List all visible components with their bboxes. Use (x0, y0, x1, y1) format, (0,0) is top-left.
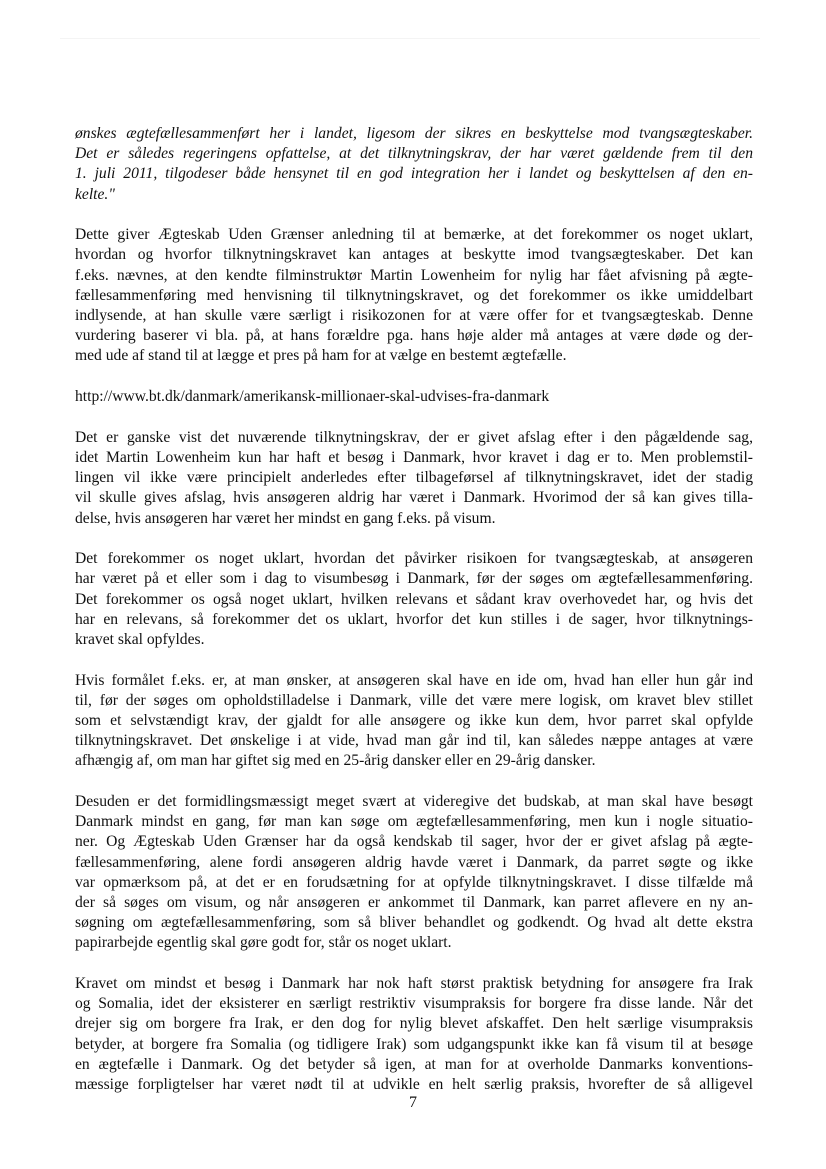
quote-line: 1. juli 2011, tilgodeser både hensynet til en god integration her i landet og beskyttelsen af den en- (75, 165, 753, 183)
paragraph-line: fællesammenføring med henvisning til tilknytningskravet, og det forekommer os ikke umiddelbart (75, 286, 753, 304)
paragraph-purpose (75, 671, 753, 772)
paragraph-line: mæssige forpligtelser har været nødt til at udvikle en helt særlig praksis, hvorefter de så alligevel (75, 1076, 753, 1093)
paragraph-line: drejer sig om borgere fra Irak, er den dog for nylig blevet afskaffet. Den helt særlige visumpraksis (75, 1015, 753, 1033)
paragraph-risk (75, 549, 753, 650)
paragraph-line: som et selvstændigt krav, der gjaldt for alle ansøgere og ikke kun dem, hvor parret skal opfylde (75, 712, 753, 729)
quote-line: Det er således regeringens opfattelse, at det tilknytningskrav, der har været gældende frem til den (75, 145, 753, 163)
paragraph-line: Desuden er det formidlingsmæssigt meget svært at videregive det budskab, at man skal have besøgt (75, 793, 753, 811)
paragraph-line: betyder, at borgere fra Somalia (og tidligere Irak) som udgangspunkt ikke kan få visum til at besøge (75, 1035, 753, 1053)
paragraph-current-requirement (75, 428, 753, 529)
page-body (75, 124, 753, 1116)
paragraph-line: var opmærksom på, at det er en forudsætning for at opfylde tilknytningskravet. I disse tilfælde må (75, 873, 753, 891)
paragraph-line: fællesammenføring, alene fordi ansøgeren aldrig havde været i Danmark, da parret søgte og ikke (75, 853, 753, 871)
paragraph-line: der så søges om visum, og når ansøgeren er ankommet til Danmark, kan parret aflevere en ny an- (75, 894, 753, 911)
paragraph-line: Det er ganske vist det nuværende tilknytningskrav, der er givet afslag efter i den pågældende sag, (75, 428, 753, 446)
paragraph-line: hvordan og hvorfor tilknytningskravet kan antages at beskytte imod tvangsægteskaber. Det kan (75, 246, 753, 264)
paragraph-line: idet Martin Lowenheim kun har haft et besøg i Danmark, hvor kravet i dag er to. Men problemstil- (75, 448, 753, 466)
paragraph-line: Det forekommer os også noget uklart, hvilken relevans et sådant krav overhovedet har, og hvis det (75, 590, 753, 608)
source-url[interactable]: http://www.bt.dk/danmark/amerikansk-millionaer-skal-udvises-fra-danmark (75, 388, 550, 406)
paragraph-line: med ude af stand til at lægge et pres på ham for at vælge en bestemt ægtefælle. (75, 347, 567, 365)
paragraph-line: og Somalia, idet der eksisterer en særligt restriktiv visumpraksis for borgere fra disse lande. Når det (75, 995, 753, 1013)
paragraph-line: vurdering baserer vi bla. på, at hans forældre pga. hans høje alder må antages at være døde og der- (75, 327, 753, 345)
paragraph-communication (75, 792, 753, 954)
paragraph-line: Dette giver Ægteskab Uden Grænser anledning til at bemærke, at det forekommer os noget uklart, (75, 226, 753, 244)
paragraph-line: søgning om ægtefællesammenføring, som så bliver behandlet og godkendt. Og hvad alt dette ekstra (75, 914, 753, 932)
paragraph-line: vil skulle gives afslag, hvis ansøgeren aldrig har været i Danmark. Hvorimod der så kan gives tilla- (75, 489, 753, 507)
paragraph-line: afhængig af, om man har giftet sig med en 25-årig dansker eller en 29-årig dansker. (75, 752, 596, 770)
paragraph-line: har været på et eller som i dag to visumbesøg i Danmark, før der søges om ægtefællesammenføring. (75, 570, 753, 588)
paragraph-line: Hvis formålet f.eks. er, at man ønsker, at ansøgeren skal have en ide om, hvad han eller hun går ind (75, 671, 753, 689)
source-url-paragraph (75, 387, 753, 407)
paragraph-visa-practice (75, 974, 753, 1095)
paragraph-line: ner. Og Ægteskab Uden Grænser har da også kendskab til sager, hvor der er givet afslag på ægte- (75, 833, 753, 851)
paragraph-line: lingen vil ikke være principielt anderledes efter tilbageførsel af tilknytningskravet, idet der stadig (75, 469, 753, 487)
paragraph-line: Kravet om mindst et besøg i Danmark har nok haft størst praktisk betydning for ansøgere fra Irak (75, 975, 753, 993)
paragraph-line: Det forekommer os noget uklart, hvordan det påvirker risikoen for tvangsægteskab, at ansøgeren (75, 550, 753, 568)
paragraph-line: f.eks. nævnes, at den kendte filminstruktør Martin Lowenheim for nylig har fået afvisning på ægte- (75, 266, 753, 284)
paragraph-lowenheim (75, 225, 753, 366)
paragraph-line: har en relevans, så forekommer det os uklart, hvorfor det kun stilles i de sager, hvor tilknytnings- (75, 610, 753, 628)
quote-line: kelte." (75, 185, 115, 203)
paragraph-line: kravet skal opfyldes. (75, 630, 205, 648)
paragraph-line: indlysende, at han skulle være særligt i risikozonen for at være offer for et tvangsægteskab. Denne (75, 307, 753, 324)
paragraph-line: Danmark mindst en gang, før man kan søge om ægtefællesammenføring, men kun i nogle situatio- (75, 813, 753, 831)
page-number: 7 (409, 1094, 417, 1111)
quote-block (75, 124, 753, 205)
paragraph-line: til, før der søges om opholdstilladelse i Danmark, ville det være mere logisk, om kravet blev stillet (75, 691, 753, 709)
paragraph-line: delse, hvis ansøgeren har været her mindst en gang f.eks. på visum. (75, 509, 496, 527)
paragraph-line: tilknytningskravet. Det ønskelige i at vide, hvad man går ind til, kan således næppe antages at være (75, 732, 753, 750)
paragraph-line: en ægtefælle i Danmark. Og det betyder så igen, at man for at overholde Danmarks konventions- (75, 1055, 753, 1073)
quote-line: ønskes ægtefællesammenført her i landet, ligesom der sikres en beskyttelse mod tvangsægteskaber. (75, 125, 753, 142)
scan-edge-line (60, 38, 760, 39)
paragraph-line: papirarbejde egentlig skal gøre godt for, står os noget uklart. (75, 934, 452, 952)
